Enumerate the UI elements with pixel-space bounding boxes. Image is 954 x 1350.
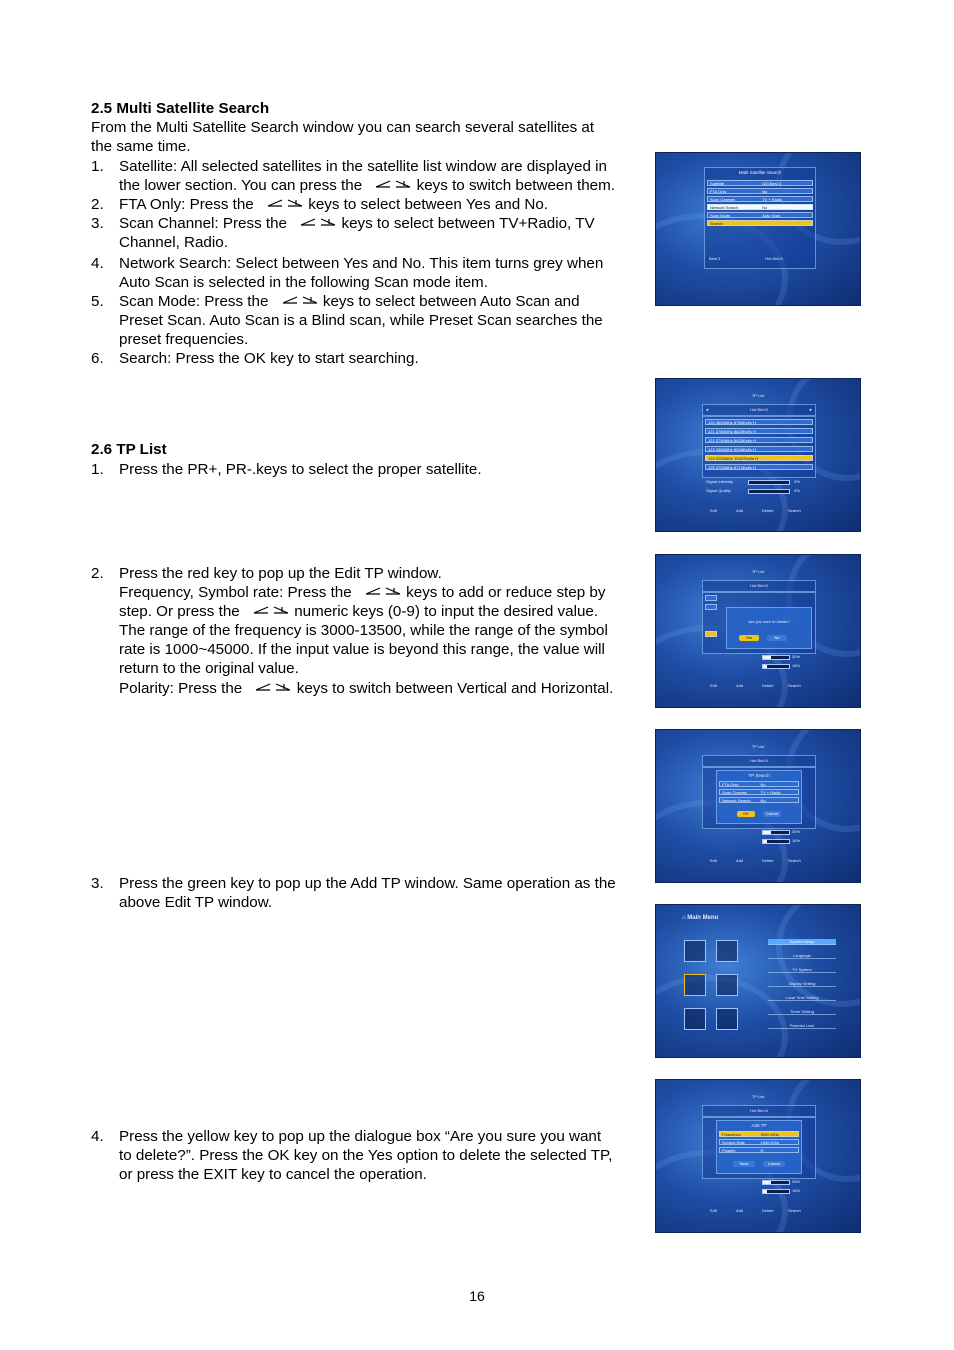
signal-quality-value: 16% <box>792 838 801 843</box>
satellite-footer-right: Hot Bird 6 <box>765 256 783 261</box>
yes-button[interactable]: Yes <box>739 635 759 641</box>
list-item-text <box>119 176 615 195</box>
multi-satellite-search-window <box>704 167 816 269</box>
list-item-text: keys to switch between Vertical and Horizontal. <box>296 680 614 697</box>
list-number: 1. <box>91 461 104 478</box>
list-item-text: step. Or press the <box>119 603 240 620</box>
list-number: 1. <box>91 158 104 175</box>
list-item-text: numeric keys (0-9) to input the desired value. <box>294 603 599 620</box>
dialog-title: TP Search <box>748 773 770 778</box>
setting-row: Network Search No <box>719 797 799 803</box>
list-item-text: above Edit TP window. <box>119 894 273 911</box>
screenshot-multi-satellite-search <box>655 152 861 306</box>
signal-quality-label: Signal Quality <box>706 488 731 493</box>
list-item-text: keys to select between Auto Scan and <box>322 293 580 310</box>
satellite-selector <box>702 580 816 592</box>
list-number: 3. <box>91 875 104 892</box>
list-item-text <box>119 292 580 311</box>
setting-row: FTA Only No <box>707 188 813 194</box>
setting-row: Scan Mode Auto Scan <box>707 212 813 218</box>
key-delete: Delete <box>762 1208 774 1213</box>
key-add: Add <box>736 683 744 688</box>
menu-item[interactable]: Timer Setting <box>768 1009 836 1015</box>
table-row: 123 3980MHz 6538Ksf/s H <box>705 446 813 452</box>
chevron-left-icon: ◄ <box>705 407 709 412</box>
key-search: Search <box>788 858 801 863</box>
page-number: 16 <box>469 1288 485 1304</box>
cancel-button[interactable]: Cancel <box>763 1161 785 1167</box>
key-edit: Edit <box>710 508 717 513</box>
screenshot-add-tp <box>655 1079 861 1233</box>
key-search: Search <box>788 683 801 688</box>
left-right-arrow-keys-icon <box>356 585 402 599</box>
add-tp-dialog <box>716 1120 802 1174</box>
signal-quality-bar <box>762 839 790 844</box>
signal-intensity-value: 30% <box>792 1179 801 1184</box>
setting-row: Polarity H <box>719 1147 799 1153</box>
satellite-selector <box>702 404 816 416</box>
satellite-name: Hot Bird 6 <box>750 407 768 412</box>
tp-list-title: TP List <box>751 569 765 574</box>
setting-row: Frequency 3000 MHz <box>719 1131 799 1137</box>
screenshot-tp-list <box>655 378 861 532</box>
satellite-dish-icon[interactable] <box>716 940 738 962</box>
dialog-question: Are you sure to delete? <box>748 619 790 624</box>
list-number: 3. <box>91 215 104 232</box>
section-heading-multi-satellite-search: 2.5 Multi Satellite Search <box>91 100 270 117</box>
table-row: 124 3750MHz 10407Ksf/s H <box>705 455 813 461</box>
key-edit: Edit <box>710 858 717 863</box>
list-item-text: Frequency, Symbol rate: Press the <box>119 584 352 601</box>
screenshot-main-menu <box>655 904 861 1058</box>
list-item-text: preset frequencies. <box>119 331 249 348</box>
satellite-name: Hot Bird 6 <box>750 583 768 588</box>
key-delete: Delete <box>762 858 774 863</box>
list-item-text: keys to add or reduce step by <box>406 584 606 601</box>
list-item-text: return to the original value. <box>119 660 299 677</box>
signal-intensity-value: 30% <box>792 654 801 659</box>
list-item-text: the lower section. You can press the <box>119 177 363 194</box>
list-number: 2. <box>91 565 104 582</box>
list-item-text: Press the yellow key to pop up the dialogue box “Are you sure you want <box>119 1128 602 1145</box>
tp-list-title: TP List <box>751 744 765 749</box>
signal-quality-bar <box>762 664 790 669</box>
signal-quality-bar <box>762 1189 790 1194</box>
left-right-arrow-keys-icon <box>366 178 412 192</box>
signal-intensity-bar <box>762 655 790 660</box>
list-item-text: keys to switch between them. <box>416 177 615 194</box>
menu-item[interactable]: Local Time Setting <box>768 995 836 1001</box>
list-number: 2. <box>91 196 104 213</box>
menu-item[interactable]: System Setup <box>768 939 836 945</box>
setting-row: Network Search No <box>707 204 813 210</box>
media-icon[interactable] <box>716 1008 738 1030</box>
list-item-text: Polarity: Press the <box>119 680 243 697</box>
tp-list-title: TP List <box>751 1094 765 1099</box>
delete-confirm-dialog <box>726 607 812 649</box>
list-number: 4. <box>91 1128 104 1145</box>
list-item-text: Scan Channel: Press the <box>119 215 288 232</box>
satellite-selector <box>702 755 816 767</box>
signal-intensity-bar <box>762 830 790 835</box>
section-heading-tp-list: 2.6 TP List <box>91 441 167 458</box>
list-item-text: rate is 1000~45000. If the input value is beyond this range, the value will <box>119 641 605 658</box>
satellite-name: Hot Bird 6 <box>750 1108 768 1113</box>
key-add: Add <box>736 858 744 863</box>
list-item-text: keys to select between TV+Radio, TV <box>341 215 595 232</box>
left-right-arrow-keys-icon <box>291 216 337 230</box>
signal-intensity-value: 0% <box>794 479 800 484</box>
menu-item[interactable]: Parental Lock <box>768 1023 836 1029</box>
list-item-text: keys to select between Yes and No. <box>308 196 549 213</box>
menu-item[interactable]: Language <box>768 953 836 959</box>
table-row <box>705 631 717 637</box>
setting-row: FTA Only No <box>719 781 799 787</box>
signal-quality-value: 16% <box>792 1188 801 1193</box>
setting-row: Search <box>707 220 813 226</box>
list-item-text: Press the green key to pop up the Add TP window. Same operation as the <box>119 875 616 892</box>
list-item-text: Preset Scan. Auto Scan is a Blind scan, while Preset Scan searches the <box>119 312 603 329</box>
key-search: Search <box>788 508 801 513</box>
key-search: Search <box>788 1208 801 1213</box>
game-icon[interactable] <box>684 1008 706 1030</box>
window-title: Multi Satellite Search <box>738 170 782 175</box>
intro-line-1: From the Multi Satellite Search window you can search several satellites at <box>91 119 595 136</box>
satellite-name: Hot Bird 6 <box>750 758 768 763</box>
key-edit: Edit <box>710 1208 717 1213</box>
ok-button[interactable]: OK <box>737 811 755 817</box>
list-item-text: or press the EXIT key to cancel the operation. <box>119 1166 427 1183</box>
menu-item[interactable]: Display Setting <box>768 981 836 987</box>
intro-line-2: the same time. <box>91 138 191 155</box>
table-row <box>705 604 717 610</box>
tv-icon[interactable] <box>684 940 706 962</box>
key-add: Add <box>736 1208 744 1213</box>
screenshot-tp-search <box>655 729 861 883</box>
chevron-right-icon: ► <box>809 407 813 412</box>
screenshot-tp-delete-dialog <box>655 554 861 708</box>
tp-list-title: TP List <box>751 393 765 398</box>
main-menu-title: ⌂ Main Menu <box>682 915 719 921</box>
tools-icon[interactable] <box>716 974 738 996</box>
key-add: Add <box>736 508 744 513</box>
list-item-text <box>119 195 548 214</box>
gear-icon[interactable] <box>684 974 706 996</box>
key-delete: Delete <box>762 508 774 513</box>
list-item-text: Press the PR+, PR-.keys to select the proper satellite. <box>119 461 482 478</box>
signal-intensity-label: Signal Intensity <box>706 479 734 484</box>
list-item-text: Channel, Radio. <box>119 234 228 251</box>
cancel-button[interactable]: Cancel <box>763 811 781 817</box>
setting-row: Satellite [10] Best 3 <box>707 180 813 186</box>
setting-row: Symbol Rate 1000 KS/s <box>719 1139 799 1145</box>
table-row: 122 3790MHz 5633Ksf/s H <box>705 437 813 443</box>
list-number: 4. <box>91 255 104 272</box>
list-number: 5. <box>91 293 104 310</box>
save-button[interactable]: Save <box>733 1161 755 1167</box>
list-item-text: Network Search: Select between Yes and No. This item turns grey when <box>119 255 604 272</box>
list-item-text: Auto Scan is selected in the following Scan mode item. <box>119 274 488 291</box>
list-item-text: FTA Only: Press the <box>119 196 254 213</box>
list-item-text: to delete?”. Press the OK key on the Yes option to delete the selected TP, <box>119 1147 613 1164</box>
signal-intensity-bar <box>748 480 790 485</box>
signal-quality-value: 16% <box>792 663 801 668</box>
list-item-text <box>119 602 598 621</box>
tp-table <box>702 416 816 478</box>
setting-row: Scan Channel TV + Radio <box>719 789 799 795</box>
list-item-text <box>119 214 595 233</box>
table-row <box>705 595 717 601</box>
table-row: 120 3690MHz 8780Ksf/s H <box>705 419 813 425</box>
list-number: 6. <box>91 350 104 367</box>
menu-item[interactable]: TV System <box>768 967 836 973</box>
signal-quality-value: 0% <box>794 488 800 493</box>
home-icon: ⌂ <box>682 915 686 921</box>
list-item-text: Press the red key to pop up the Edit TP window. <box>119 565 442 582</box>
signal-intensity-value: 30% <box>792 829 801 834</box>
list-item-text: Search: Press the OK key to start searching. <box>119 350 419 367</box>
key-delete: Delete <box>762 683 774 688</box>
tp-search-dialog <box>716 770 802 824</box>
signal-intensity-bar <box>762 1180 790 1185</box>
list-item-text: Satellite: All selected satellites in the satellite list window are displayed in <box>119 158 607 175</box>
left-right-arrow-keys-icon <box>273 294 319 308</box>
list-item-text <box>119 679 613 698</box>
left-right-arrow-keys-icon <box>258 197 304 211</box>
no-button[interactable]: No <box>767 635 787 641</box>
table-row: 121 3780MHz 8820Ksf/s H <box>705 428 813 434</box>
satellite-footer-left: Best 3 <box>709 256 721 261</box>
signal-quality-bar <box>748 489 790 494</box>
list-item-text <box>119 583 605 602</box>
satellite-selector <box>702 1105 816 1117</box>
key-edit: Edit <box>710 683 717 688</box>
setting-row: Scan Channel TV + Radio <box>707 196 813 202</box>
list-item-text: Scan Mode: Press the <box>119 293 269 310</box>
left-right-arrow-keys-icon <box>244 604 290 618</box>
dialog-title: Add TP <box>751 1123 767 1128</box>
left-right-arrow-keys-icon <box>246 681 292 695</box>
list-item-text: The range of the frequency is 3000-13500, while the range of the symbol <box>119 622 608 639</box>
table-row: 125 3720MHz 5713Ksf/s H <box>705 464 813 470</box>
